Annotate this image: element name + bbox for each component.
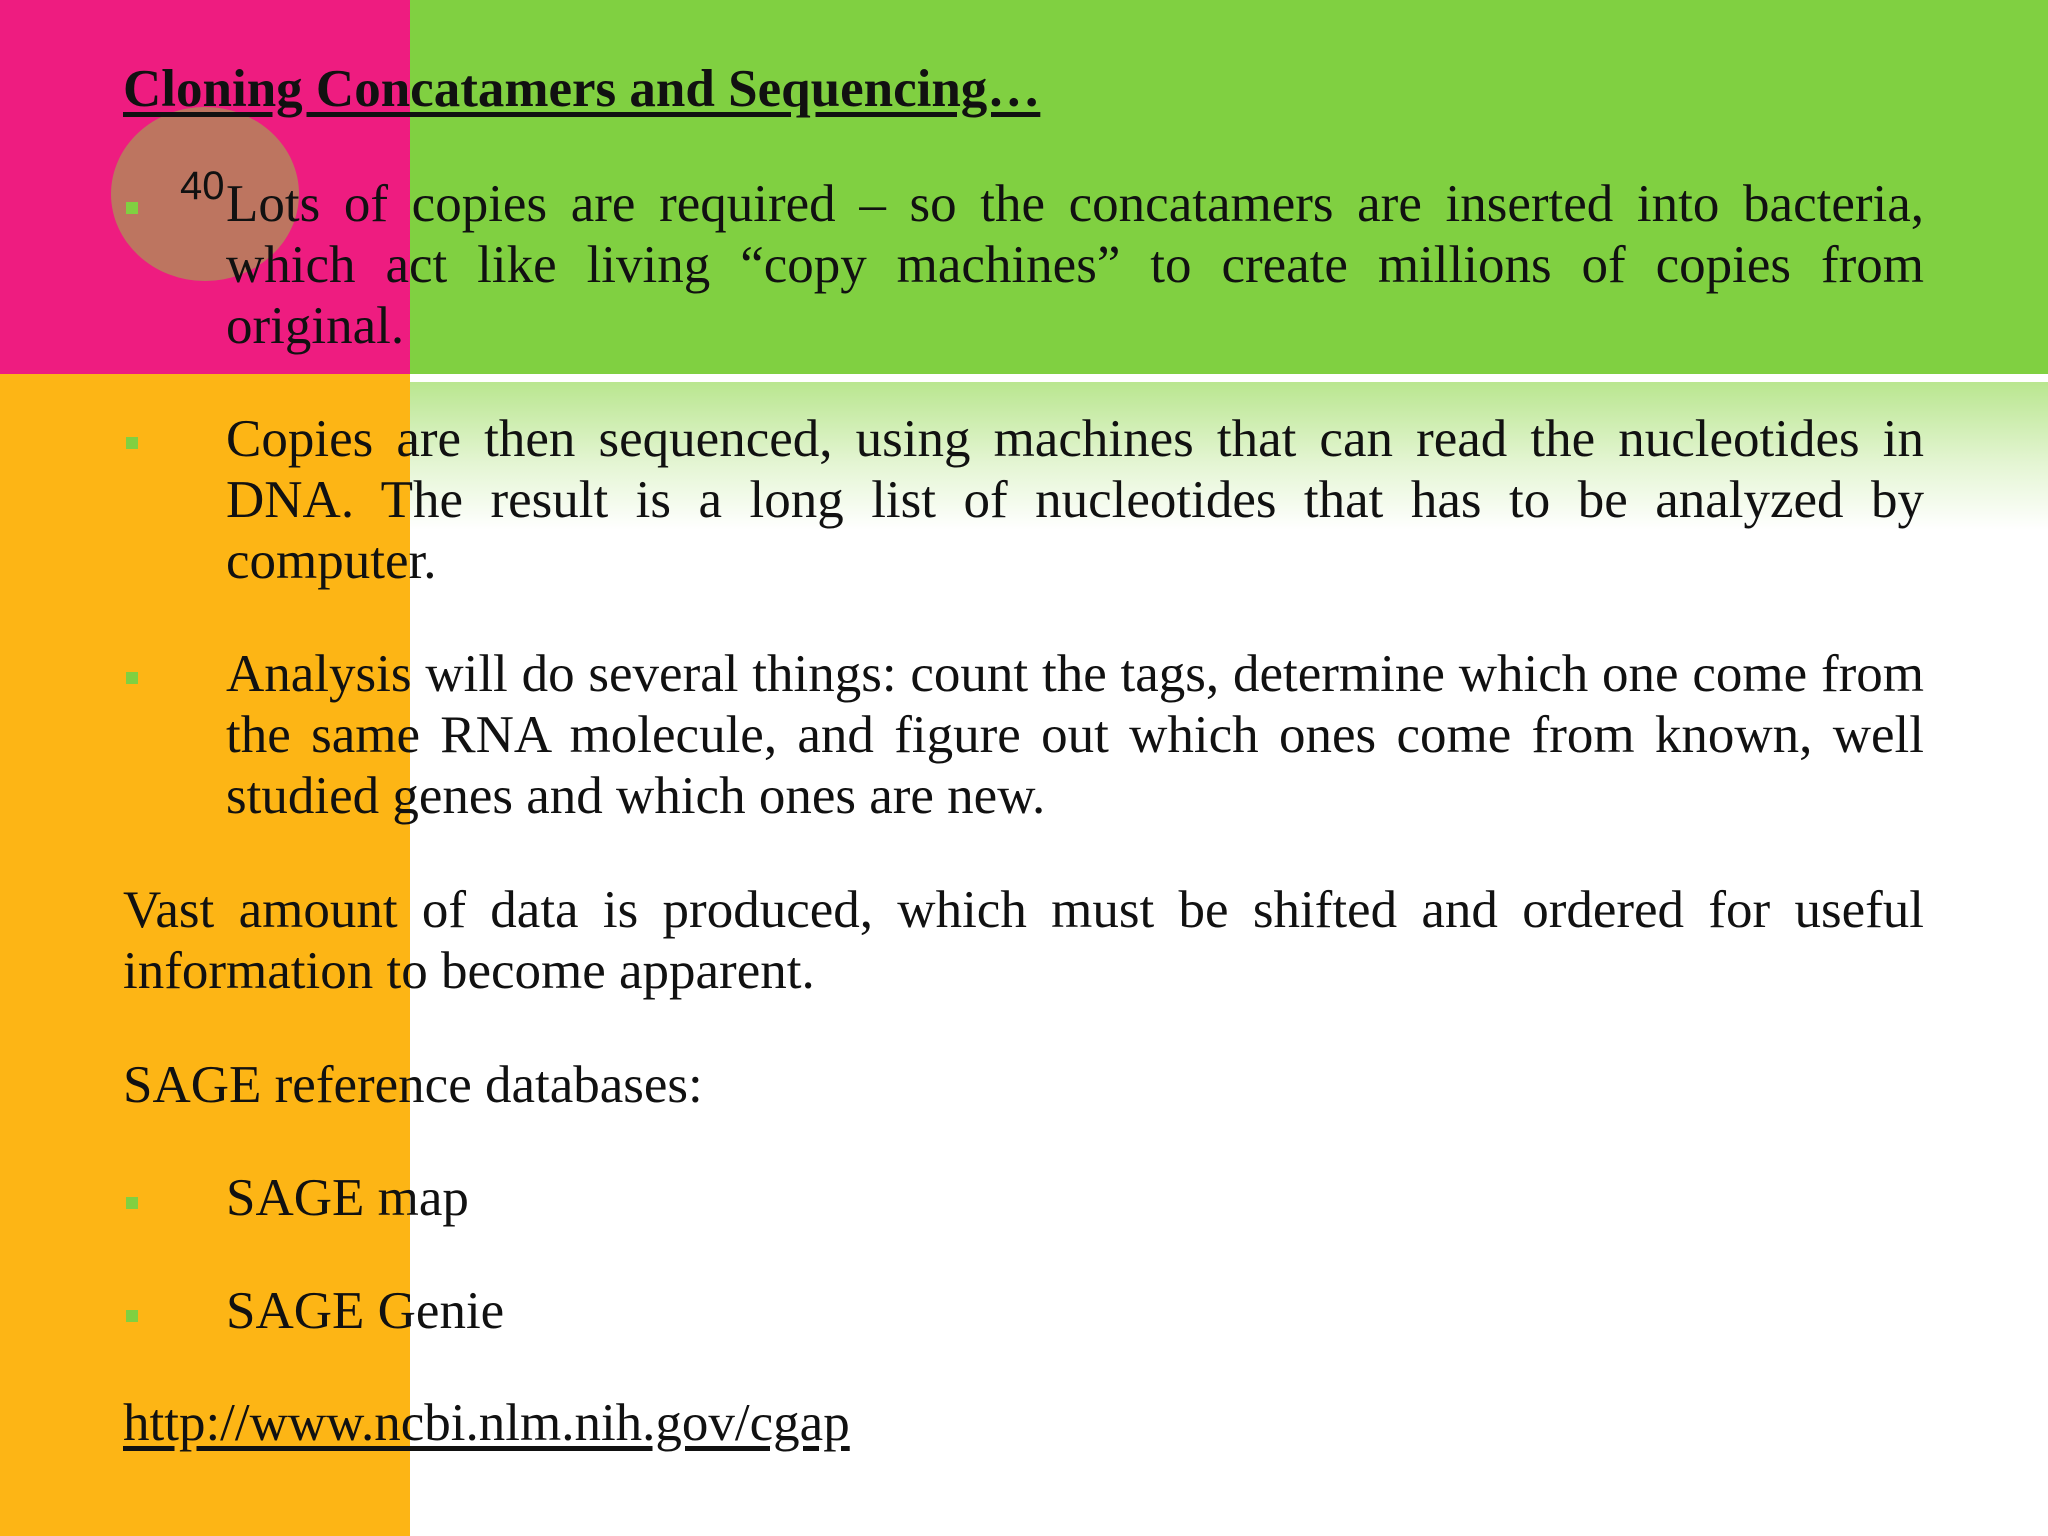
slide-title: Cloning Concatamers and Sequencing… (123, 60, 1041, 118)
bullet-marker (126, 672, 138, 684)
bullet-marker (126, 202, 138, 214)
cgap-link[interactable]: http://www.ncbi.nlm.nih.gov/cgap (123, 1394, 850, 1452)
bullet-marker (126, 1310, 138, 1322)
bullet-item: Lots of copies are required – so the concatamers are inserted into bacteria, which act like living “copy machines” to create millions of copies from original. (226, 175, 1924, 355)
database-item: SAGE map (226, 1169, 469, 1227)
databases-heading: SAGE reference databases: (123, 1056, 703, 1114)
bullet-item: Analysis will do several things: count the tags, determine which one come from the same RNA molecule, and figure out which ones come from known, well studied genes and which ones are new. (226, 645, 1924, 825)
bullet-marker (126, 1197, 138, 1209)
database-item: SAGE Genie (226, 1282, 505, 1340)
divider-line (410, 374, 2048, 382)
bullet-marker (126, 437, 138, 449)
page-number: 40 (180, 164, 225, 208)
bullet-item: Copies are then sequenced, using machines that can read the nucleotides in DNA. The result is a long list of nucleotides that has to be analyzed by computer. (226, 410, 1924, 590)
summary-paragraph: Vast amount of data is produced, which must be shifted and ordered for useful information to become apparent. (123, 881, 1924, 1000)
